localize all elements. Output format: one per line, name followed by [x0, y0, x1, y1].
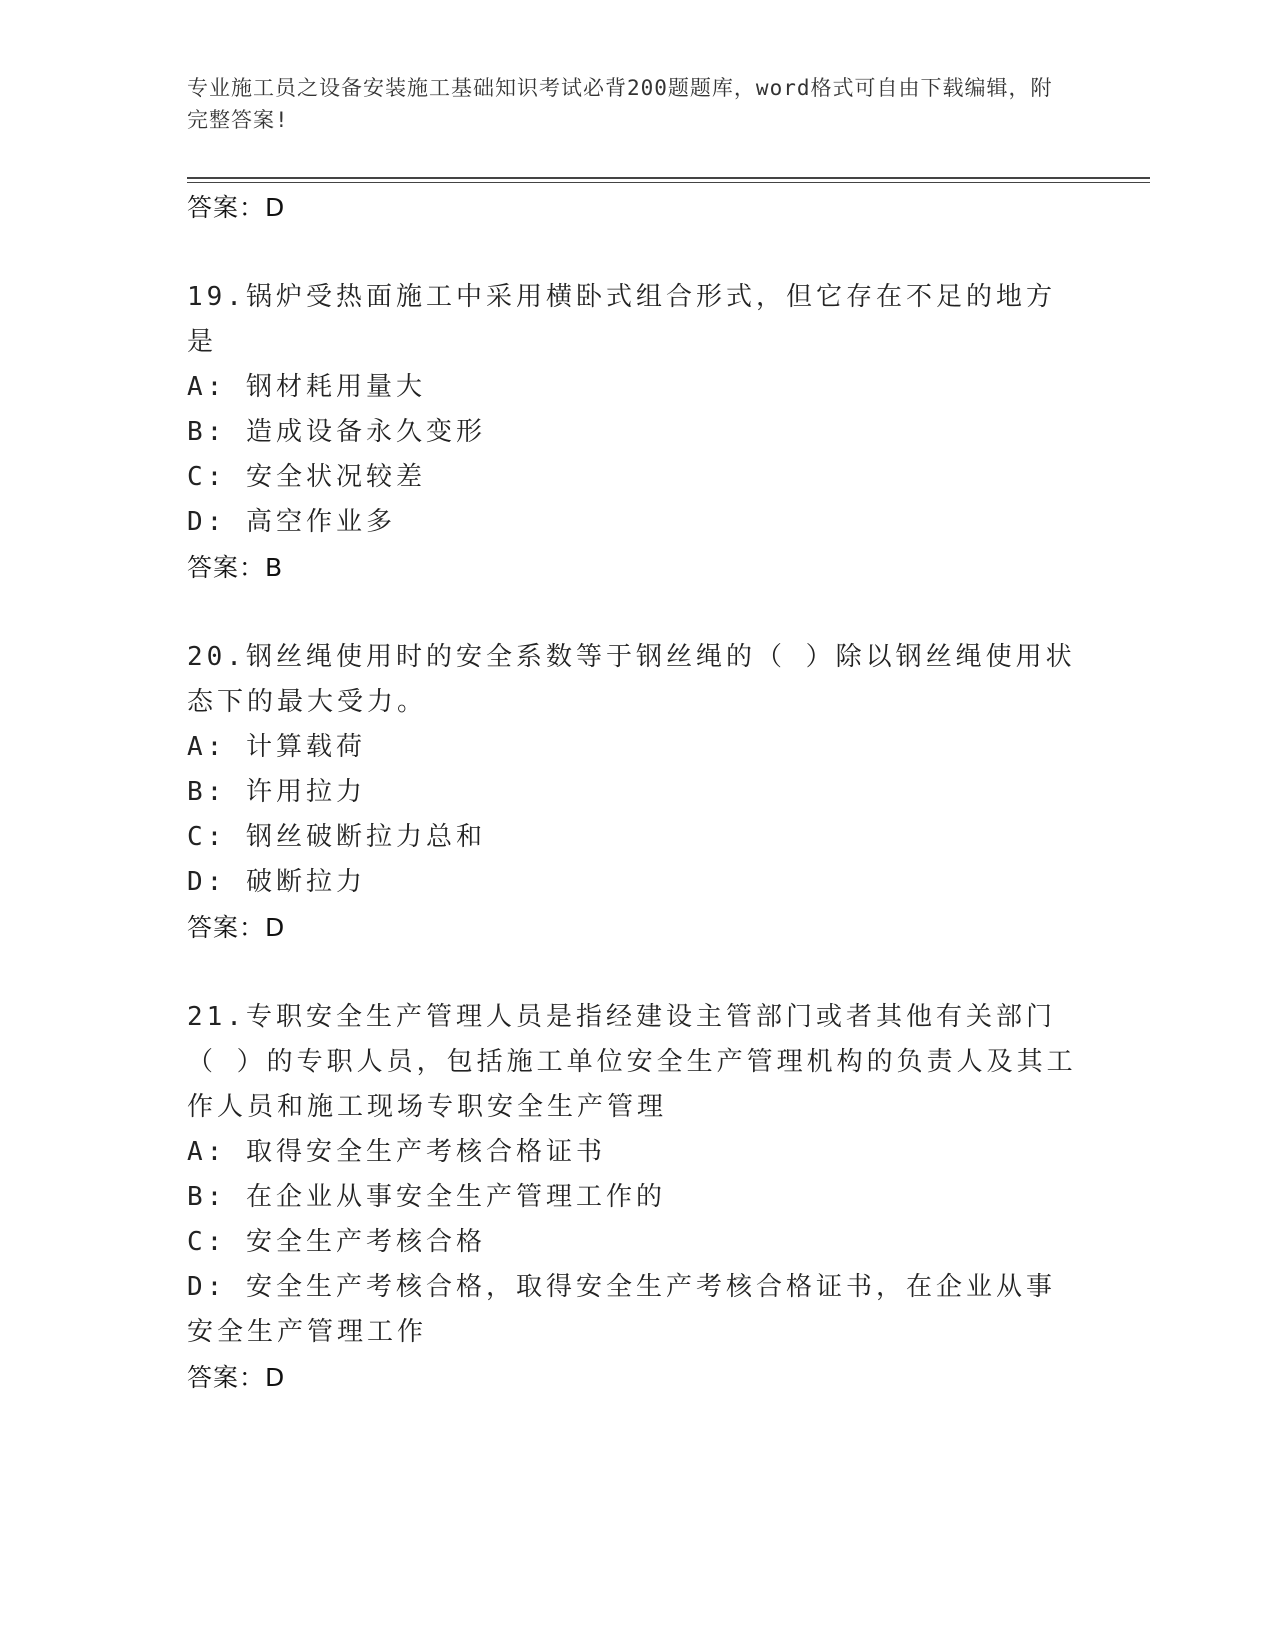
- header-divider: [187, 177, 1150, 179]
- option-d: D: 高空作业多: [187, 507, 396, 537]
- answer-line: 答案：B: [187, 553, 284, 582]
- question-content: [187, 185, 1077, 1400]
- option-a: A: 钢材耗用量大: [187, 372, 426, 402]
- option-b: B: 在企业从事安全生产管理工作的: [187, 1182, 666, 1212]
- option-d: D: 破断拉力: [187, 867, 366, 897]
- question-block: [187, 275, 1077, 590]
- question-stem: 21.专职安全生产管理人员是指经建设主管部门或者其他有关部门（ ）的专职人员，包括施工单位安全生产管理机构的负责人及其工作人员和施工现场专职安全生产管理: [187, 1002, 1077, 1122]
- question-block: [187, 635, 1077, 950]
- option-c: C: 钢丝破断拉力总和: [187, 822, 486, 852]
- option-d: D: 安全生产考核合格，取得安全生产考核合格证书，在企业从事安全生产管理工作: [187, 1272, 1056, 1347]
- document-header: 专业施工员之设备安装施工基础知识考试必背200题题库，word格式可自由下载编辑，附完整答案!: [187, 76, 1053, 132]
- option-a: A: 取得安全生产考核合格证书: [187, 1137, 606, 1167]
- option-c: C: 安全状况较差: [187, 462, 426, 492]
- question-stem: 19.锅炉受热面施工中采用横卧式组合形式，但它存在不足的地方是: [187, 282, 1056, 357]
- header-divider-thin: [187, 182, 1150, 183]
- answer-line: 答案：D: [187, 1363, 286, 1392]
- question-stem: 20.钢丝绳使用时的安全系数等于钢丝绳的（ ）除以钢丝绳使用状态下的最大受力。: [187, 642, 1076, 717]
- option-c: C: 安全生产考核合格: [187, 1227, 486, 1257]
- option-b: B: 许用拉力: [187, 777, 366, 807]
- option-a: A: 计算载荷: [187, 732, 366, 762]
- question-block: [187, 995, 1077, 1400]
- answer-line: 答案：D: [187, 913, 286, 942]
- answer-line: 答案：D: [187, 193, 286, 222]
- option-b: B: 造成设备永久变形: [187, 417, 486, 447]
